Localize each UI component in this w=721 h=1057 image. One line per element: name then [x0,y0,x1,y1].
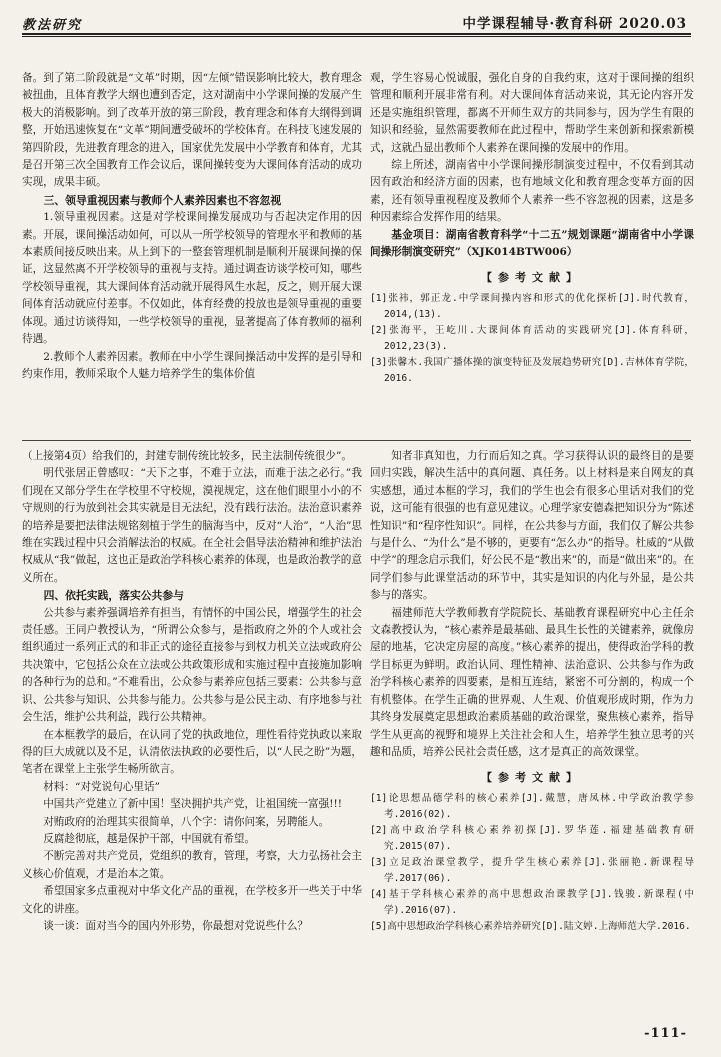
reference-item: [2]高中政治学科核心素养初探[J].罗华莲.福建基础教育研究.2015(07). [370,824,694,852]
paragraph: 中国共产党建立了新中国！坚决拥护共产党，让祖国统一富强!!! [43,798,342,811]
top-left-column [22,70,362,436]
reference-item: [5]高中思想政治学科核心素养培养研究[D].陆文婷.上海师范大学.2016. [370,920,691,932]
paragraph: 备。到了第二阶段就是“文革”时期，因“左倾”错误影响比较大，教育理念被扭曲，且体育教学大纲也遭到否定，这对湖南中小学课间操的发展产生极大的消极影响。到了改革开放的第三阶段，教育理念和体育大纲得到调整，开始迅速恢复在“文革”期间遭受破坏的学校体育。在科技飞速发展的第四阶段，先进教育理念的进入，国家优先发展中小学教育和体育，尤其是召开第三次全国教育工作会议后，课间操转变为大课间体育活动的成功实现，成果丰硕。 [22,72,362,189]
reference-item: [1]张祎，郭正龙.中学课间操内容和形式的优化探析[J].时代教育，2014,(13). [370,292,694,320]
header-rule [22,33,691,35]
page-number: -111- [644,1026,687,1041]
article-divider [22,440,691,441]
paragraph: 反腐趁彻底，越是保护干部，中国就有希望。 [43,832,256,845]
paragraph: 在本框教学的最后，在认同了党的执政地位，理性看待党执政以来取得的巨大成就以及不足，认清依法执政的必要性后，以“人民之盼”为题，笔者在课堂上主张学生畅所欲言。 [22,728,362,776]
paragraph: 观，学生容易心悦诚服，强化自身的自我约束，这对于课间操的组织管理和顺利开展非常有利。对大课间体育活动来说，其无论内容开发还是实施组织管理，都离不开师生双方的共同参与，因为学生有限的知识和经验，显然需要教师在此过程中，帮助学生来创新和探索新模式，这就凸显出教师个人素养在课间操的发展中的作用。 [370,72,694,154]
section-heading: 四、依托实践，落实公共参与 [43,589,184,603]
reference-item: [2]张海平，王屹川.大课间体育活动的实践研究[J].体育科研，2012,23(3). [370,324,694,352]
paragraph: 公共参与素养强调培养有担当，有情怀的中国公民，增强学生的社会责任感。王同户教授认为，“所谓公众参与，是指政府之外的个人或社会组织通过一系列正式的和非正式的途径直接参与到权力机关立法或政府公共决策中，它包括公众在立法或公共政策形成和实施过程中直接施加影响的各种行为的总和。”不难看出，公众参与素养应包括三要素：公共参与意识、公共参与知识、公共参与能力。公共参与是公民主动、有序地参与社会生活，维护公共利益，践行公共精神。 [22,606,362,724]
bottom-right-column [370,448,694,1008]
paragraph: 希望国家多点重视对中华文化产品的重视，在学校多开一些关于中华文化的讲座。 [22,885,362,915]
bottom-left-column [22,448,362,1008]
paragraph: 不断完善对共产党员，党组织的教育，管理，考察，大力弘扬社会主义核心价值观，才是治本之策。 [22,850,362,880]
top-right-column [370,70,694,436]
paragraph: 材料：“对党说句心里话” [43,780,160,793]
paragraph: 知者非真知也，力行而后知之真。学习获得认识的最终目的是要回归实践，解决生活中的真问题、真任务。以上材料是来自网友的真实感想，通过本框的学习，我们的学生也会有很多心里话对我们的党说，这可能有很强的也有意见建议。心理学家安德森把知识分为“陈述性知识”和“程序性知识”。同样，在公共参与方面，我们仅了解公共参与是什么、“为什么”是不够的，更要有“怎么办”的指导。杜威的“从做中学”的理念启示我们，好公民不是“教出来”的，而是“做出来”的。在同学们参与此课堂活动的环节中，其实是知识的内化与外显，是公共参与的落实。 [370,450,694,602]
reference-item: [3]张馨木.我国广播体操的演变特征及发展趋势研究[D].吉林体育学院，2016. [370,356,694,384]
header-rule-thin [22,36,691,37]
paragraph: （上接第4页）给我们的，封建专制传统比较多，民主法制传统很少”。 [22,450,352,462]
fund-note: 基金项目：湖南省教育科学“十二五”规划课题“湖南省中小学课间操形制演变研究”（XJK014BTW006） [370,228,694,259]
paragraph: 2.教师个人素养因素。教师在中小学生课间操活动中发挥的是引导和约束作用，教师采取个人魅力培养学生的集体价值 [22,350,362,380]
paragraph: 明代张居正曾感叹：“天下之事，不难于立法，而难于法之必行。”我们现在又部分学生在学校里不守校规，漠视规定，这在他们眼里小小的不守规则的行为放到社会其实就是目无法纪，没有践行法治。法治意识素养的培养是要把法律法规铭刻植于学生的脑海当中，反对“人治”，“人治”思维在实践过程中只会消解法治的权威。在全社会倡导法治精神和维护法治权威从“我”做起，这也正是政治学科核心素养的体现，也是政治教学的意义所在。 [22,467,362,584]
reference-item: [1]论思想品德学科的核心素养[J].戴慧，唐凤林.中学政治教学参考.2016(02). [370,792,694,820]
references-heading: 【参考文献】 [481,771,583,785]
journal-title: 中学课程辅导·教育科研 2020.03 [462,16,687,32]
reference-item: [4]基于学科核心素养的高中思想政治课教学[J].钱骏.新课程(中学).2016(07). [370,888,694,916]
paragraph: 对贿政府的治理其实很简单，八个字：请你问案，另聘能人。 [43,815,330,828]
reference-item: [3]立足政治课堂教学，提升学生核心素养[J].张丽艳.新课程导学.2017(06). [370,856,694,884]
section-label: 教法研究 [22,18,83,33]
references-heading: 【参考文献】 [481,271,583,285]
paragraph: 福建师范大学教师教育学院院长、基础教育课程研究中心主任余文森教授认为，“核心素养是最基础、最具生长性的关键素养，就像房屋的地基，它决定房屋的高度。”核心素养的提出，使得政治学科的教学目标更为鲜明。政治认同、理性精神、法治意识、公共参与作为政治学科核心素养的四要素，是相互连结，紧密不可分割的，构成一个有机整体。在学生正确的世界观、人生观、价值观形成时期，作为力其终身发展奠定思想政治素质基础的政治课堂，聚焦核心素养，指导学生从更高的视野和境界上关注社会和人生，培养学生独立思考的兴趣和品质，培养公民社会责任感，这才是真正的高效课堂。 [370,606,694,758]
paragraph: 谈一谈：面对当今的国内外形势，你最想对党说些什么？ [43,919,309,932]
section-heading: 三、领导重视因素与教师个人素养因素也不容忽视 [43,193,282,207]
paragraph: 综上所述，湖南省中小学课间操形制演变过程中，不仅看到其动因有政治和经济方面的因素，也有地域文化和教育理念变革方面的因素，还有领导重视程度及教师个人素养一些不容忽视的因素，这是多种因素综合发挥作用的结果。 [370,159,694,224]
paragraph: 1.领导重视因素。这是对学校课间操发展成功与否起决定作用的因素。开展，课间操活动如何，可以从一所学校领导的管理水平和教师的基本素质间接反映出来。从上到下的一整套管理机制是顺利开展课间操的保证，这显然离不开学校领导的重视与支持。通过调查访谈学校可知，哪些学校领导重视，其大课间体育活动就开展得风生水起，反之，则开展大课间体育活动就应付差事。不仅如此，体育经费的投放也是领导重视的重要体现。通过访谈得知，一些学校领导的重视，显著提高了体育教师的福利待遇。 [22,211,362,346]
